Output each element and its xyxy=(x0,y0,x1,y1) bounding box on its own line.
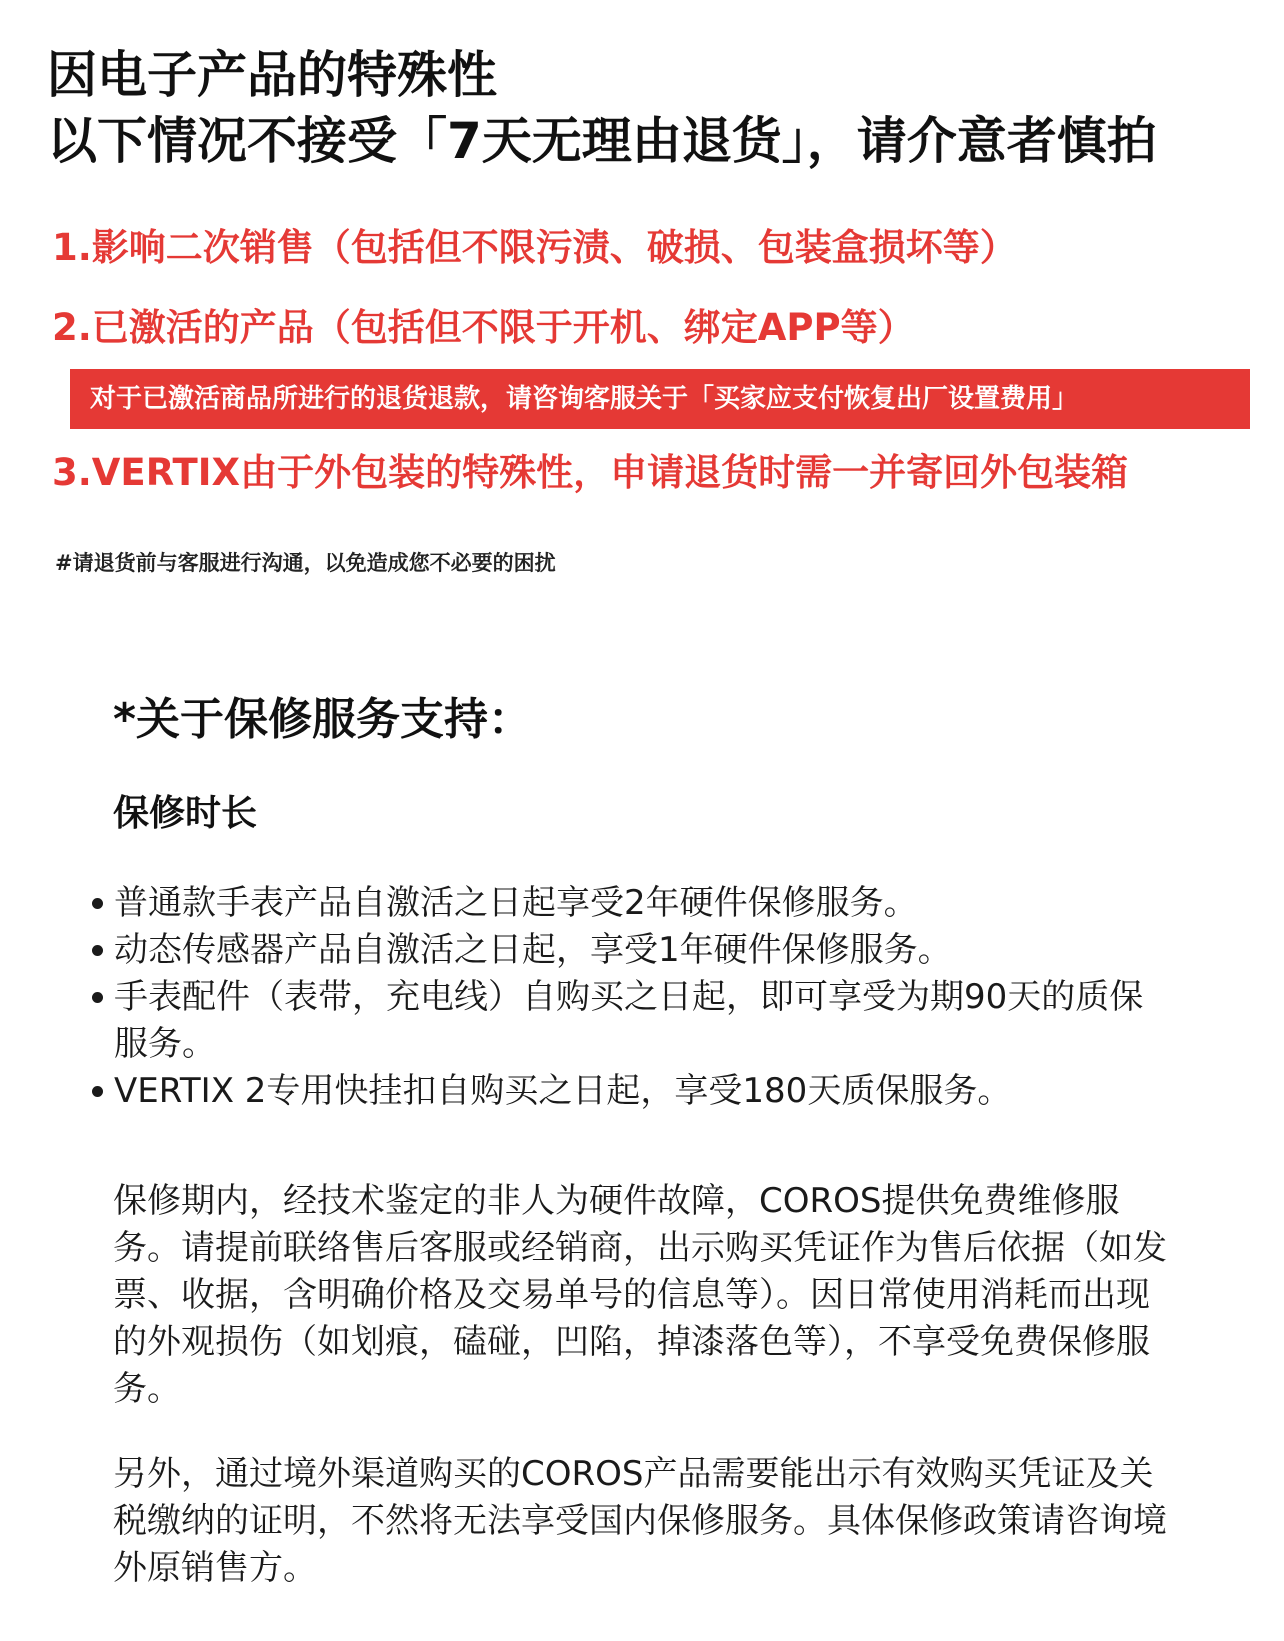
warranty-policy-paragraph: 保修期内，经技术鉴定的非人为硬件故障，COROS提供免费维修服务。请提前联络售后客服或经销商，出示购买凭证作为售后依据（如发票、收据，含明确价格及交易单号的信息等）。因日常使用消耗而出现的外观损伤（如划痕，磕碰，凹陷，掉漆落色等），不享受免费保修服务。 xyxy=(113,1181,1167,1409)
title-line-1: 因电子产品的特殊性 xyxy=(47,46,497,104)
title-line-2: 以下情况不接受「7天无理由退货」，请介意者慎拍 xyxy=(47,112,1157,170)
exclusion-item-1: 1.影响二次销售（包括但不限污渍、破损、包装盒损坏等） xyxy=(52,226,1017,269)
bullet-text: 动态传感器产品自激活之日起，享受1年硬件保修服务。 xyxy=(114,930,952,970)
list-item xyxy=(88,927,1168,974)
notice-text: 对于已激活商品所进行的退货退款，请咨询客服关于「买家应支付恢复出厂设置费用」 xyxy=(90,384,1079,414)
contact-service-footnote: #请退货前与客服进行沟通，以免造成您不必要的困扰 xyxy=(55,551,556,575)
list-item xyxy=(88,1068,1168,1115)
exclusion-item-2: 2.已激活的产品（包括但不限于开机、绑定APP等） xyxy=(52,306,915,349)
bullet-text: 普通款手表产品自激活之日起享受2年硬件保修服务。 xyxy=(114,883,918,923)
exclusion-item-3: 3.VERTIX由于外包装的特殊性，申请退货时需一并寄回外包装箱 xyxy=(52,451,1129,494)
bullet-icon xyxy=(92,898,103,909)
warranty-duration-heading: 保修时长 xyxy=(113,793,258,834)
warranty-duration-list xyxy=(88,880,1168,1115)
bullet-icon xyxy=(92,945,103,956)
bullet-text: 手表配件（表带，充电线）自购买之日起，即可享受为期90天的质保服务。 xyxy=(114,977,1144,1064)
list-item xyxy=(88,880,1168,927)
page-title xyxy=(47,42,1247,174)
bullet-text: VERTIX 2专用快挂扣自购买之日起，享受180天质保服务。 xyxy=(114,1071,1012,1111)
list-item xyxy=(88,974,1168,1068)
bullet-icon xyxy=(92,1086,103,1097)
overseas-purchase-paragraph: 另外，通过境外渠道购买的COROS产品需要能出示有效购买凭证及关税缴纳的证明，不然将无法享受国内保修服务。具体保修政策请咨询境外原销售方。 xyxy=(113,1454,1167,1588)
warranty-section-title: *关于保修服务支持： xyxy=(113,694,533,745)
reset-fee-notice-banner xyxy=(70,369,1250,429)
bullet-icon xyxy=(92,992,103,1003)
